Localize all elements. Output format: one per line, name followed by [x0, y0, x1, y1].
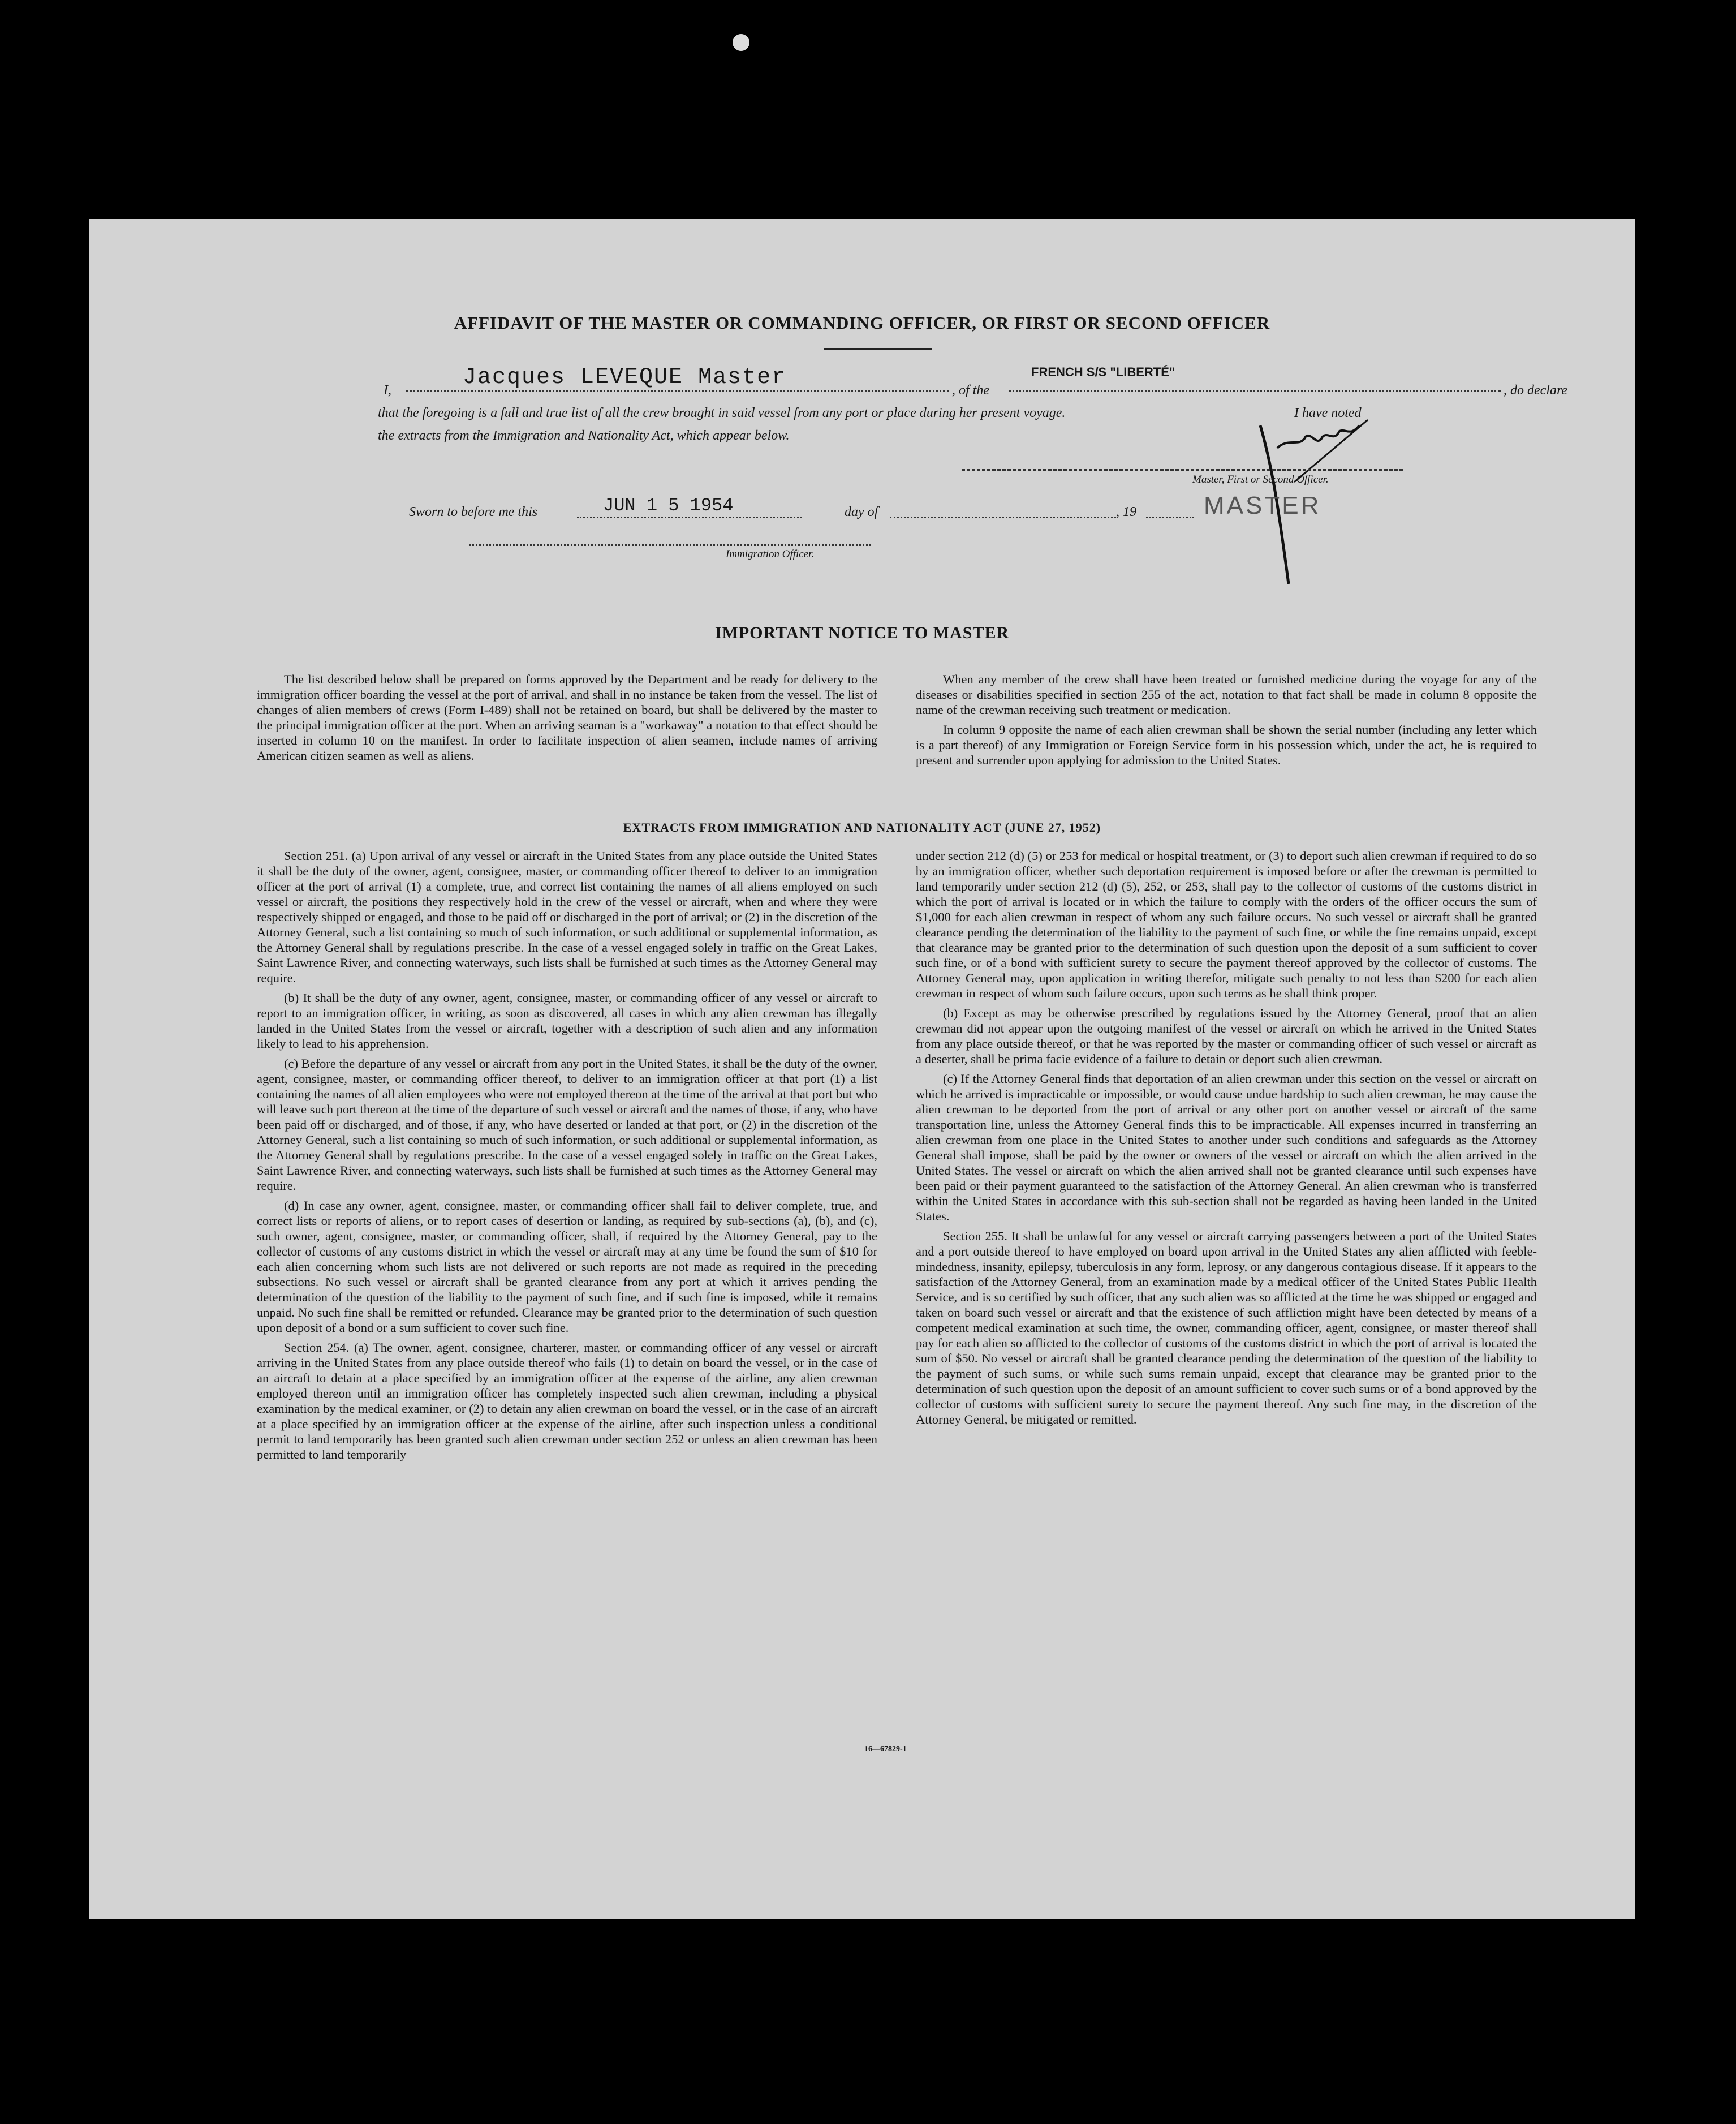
master-stamp: MASTER [1204, 492, 1321, 519]
extract-paragraph: Section 251. (a) Upon arrival of any vessel or aircraft in the United States from any place outside the United States it shall be the duty of the owner, agent, consignee, master, or commanding officer thereof to deliver to an immigration officer at the port of arrival (1) a complete, true, and correct list containing the names of all aliens employed on such vessel or aircraft, the positions they respectively hold in the crew of the vessel or aircraft, when and where they were respectively shipped or engaged, and those to be paid off or discharged in the port of arrival; or (2) in the discretion of the Attorney General, such a list containing so much of such information, or such additional or supplemental information, as the Attorney General shall by regulations prescribe. In the case of a vessel engaged solely in traffic on the Great Lakes, Saint Lawrence River, and connecting waterways, such lists shall be furnished at such times as the Attorney General may require. [257, 849, 877, 985]
do-declare-label: , do declare [1504, 383, 1568, 398]
officer-name: Jacques LEVEQUE Master [463, 365, 787, 390]
notice-right-column [916, 672, 1537, 772]
notice-paragraph: The list described below shall be prepared on forms approved by the Department and be ready for delivery to the immigration officer boarding the vessel at the port of arrival, and shall in no instance be taken from the vessel. The list of changes of alien members of crews (Form I-489) shall not be retained on board, but shall be delivered by the master to the principal immigration officer at the port. When an arriving seaman is a "workaway" a notation to that effect should be inserted in column 10 on the manifest. In order to facilitate inspection of alien seamen, include names of arriving American citizen seamen as well as aliens. [257, 672, 877, 763]
day-of-label: day of [845, 505, 878, 519]
extract-paragraph: (c) Before the departure of any vessel or aircraft from any port in the United States, it shall be the duty of the owner, agent, consignee, master, or commanding officer thereof, to deliver to an immigration officer at that port (1) a list containing the names of all alien employees who were not employed thereon at the time of the arrival at that port but who will leave such port thereon at the time of the departure of such vessel or aircraft and the names of those, if any, who have been paid off or discharged, and of those, if any, who have deserted or landed at that port, or (2) in the discretion of the Attorney General, such a list containing so much of such information, or such additional or supplemental information, as the Attorney General shall by regulations prescribe. In the case of a vessel engaged solely in traffic on the Great Lakes, Saint Lawrence River, and connecting waterways, such lists shall be furnished at such times as the Attorney General may require. [257, 1056, 877, 1193]
affidavit-title: AFFIDAVIT OF THE MASTER OR COMMANDING OFFICER, OR FIRST OR SECOND OFFICER [454, 313, 1270, 333]
declarant-prefix: I, [384, 383, 391, 398]
sworn-label: Sworn to before me this [409, 505, 538, 519]
year-line [1146, 500, 1194, 518]
signature-caption: Master, First or Second Officer. [1192, 474, 1329, 485]
extracts-heading: EXTRACTS FROM IMMIGRATION AND NATIONALITY ACT (JUNE 27, 1952) [623, 820, 1101, 835]
notice-left-column [257, 672, 877, 768]
declaration-text-2: the extracts from the Immigration and Nationality Act, which appear below. [378, 428, 790, 443]
extract-paragraph: (b) It shall be the duty of any owner, agent, consignee, master, or commanding officer of any vessel or aircraft to report to an immigration officer, in writing, as soon as discovered, all cases in which any alien crewman has illegally landed in the United States from the vessel or aircraft, together with a description of such alien and any information likely to lead to his apprehension. [257, 991, 877, 1051]
film-speck [733, 34, 749, 51]
affidavit-page [89, 219, 1635, 1919]
notice-heading: IMPORTANT NOTICE TO MASTER [714, 624, 1010, 642]
immigration-officer-caption: Immigration Officer. [726, 548, 815, 560]
of-the-label: , of the [952, 383, 989, 398]
year-label: , 19 [1116, 505, 1136, 519]
form-number: 16—67829-1 [864, 1745, 907, 1753]
signature-line [962, 468, 1403, 471]
declaration-text: that the foregoing is a full and true list of all the crew brought in said vessel from any port or place during her present voyage. [378, 406, 1066, 420]
title-divider [824, 348, 932, 350]
extract-paragraph: under section 212 (d) (5) or 253 for medical or hospital treatment, or (3) to deport such alien crewman if required to do so by an immigration officer, whether such deportation requirement is imposed before or after the crewman is permitted to land temporarily under section 212 (d) (5), 252, or 253, shall pay to the collector of customs of the customs district in which the port of arrival is located or in which the failure to comply with the orders of the officer occurs the sum of $1,000 for each alien crewman in respect of whom any such failure occurs. No such vessel or aircraft shall be granted clearance pending the determination of the liability to the payment of such fine, or while the fine remains unpaid, except that clearance may be granted prior to the determination of such question upon the deposit of a sum sufficient to cover such fine, or of a bond with sufficient surety to secure the payment thereof approved by the collector of customs. The Attorney General may, upon application in writing therefor, mitigate such penalty to not less than $200 for each alien crewman in respect of whom such failure occurs, upon such terms as he shall think proper. [916, 849, 1537, 1000]
extract-paragraph: (c) If the Attorney General finds that deportation of an alien crewman under this section on the vessel or aircraft on which he arrived is impracticable or impossible, or would cause undue hardship to such alien crewman, he may cause the alien crewman to be deported from the port of arrival or any other port on another vessel or aircraft of the same transportation line, unless the Attorney General finds this to be impracticable. All expenses incurred in transferring an alien crewman from one place in the United States to another under such conditions and safeguards as the Attorney General shall impose, shall be paid by the owner or owners of the vessel or aircraft on which the alien arrived in the United States. The vessel or aircraft on which the alien arrived shall not be granted clearance until such expenses have been paid or their payment guaranteed to the satisfaction of the Attorney General. An alien crewman who is transferred within the United States in accordance with this sub-section shall not be regarded as having been landed in the United States. [916, 1072, 1537, 1223]
extracts-right-column [916, 848, 1537, 1431]
declaration-text-end: I have noted [1294, 406, 1362, 420]
sworn-date: JUN 1 5 1954 [603, 495, 734, 516]
extract-paragraph: Section 254. (a) The owner, agent, consignee, charterer, master, or commanding officer of any vessel or aircraft arriving in the United States from any place outside thereof who fails (1) to detain on board the vessel, or in the case of an aircraft to detain at a place specified by an immigration officer at the expense of the airline, any alien crewman employed thereon until an immigration officer has completely inspected such alien crewman, including a physical examination by the medical examiner, or (2) to detain any alien crewman on board the vessel, or in the case of an aircraft at a place specified by an immigration officer at the expense of the airline, after such inspection unless a conditional permit to land temporarily has been granted such alien crewman under section 252 or unless an alien crewman has been permitted to land temporarily [257, 1340, 877, 1461]
notice-paragraph: In column 9 opposite the name of each alien crewman shall be shown the serial number (including any letter which is a part thereof) of any Immigration or Foreign Service form in his possession which, under the act, he is required to present and surrender upon applying for admission to the United States. [916, 723, 1537, 767]
extract-paragraph: (d) In case any owner, agent, consignee, master, or commanding officer shall fail to deliver complete, true, and correct lists or reports of aliens, or to report cases of desertion or landing, as required by sub-sections (a), (b), and (c), such owner, agent, consignee, master, or commanding officer, shall, if required by the Attorney General, pay to the collector of customs of any customs district in which the vessel or aircraft may at any time be found the sum of $10 for each alien concerning whom such lists are not delivered or such reports are not made as required in the preceding subsections. No such vessel or aircraft shall be granted clearance from any port at which it arrives pending the determination of the question of the liability to the payment of such fine, and if such fine is imposed, while it remains unpaid. No such fine shall be remitted or refunded. Clearance may be granted prior to the determination of such question upon deposit of a bond or a sum sufficient to cover such fine. [257, 1198, 877, 1335]
month-line [890, 500, 1116, 518]
immigration-officer-line [469, 533, 871, 546]
notice-paragraph: When any member of the crew shall have been treated or furnished medicine during the voyage for any of the diseases or disabilities specified in section 255 of the act, notation to that fact shall be made in column 8 opposite the name of the crewman receiving such treatment or medication. [916, 672, 1537, 717]
extracts-left-column [257, 848, 877, 1467]
extract-paragraph: (b) Except as may be otherwise prescribed by regulations issued by the Attorney General, proof that an alien crewman did not appear upon the outgoing manifest of the vessel or aircraft on which he arrived in the United States from any place outside thereof, or that he was reported by the master or commanding officer of such vessel or aircraft as a deserter, shall be prima facie evidence of a failure to detain or deport such alien crewman. [916, 1006, 1537, 1066]
extract-paragraph: Section 255. It shall be unlawful for any vessel or aircraft carrying passengers between a port of the United States and a port outside thereof to have employed on board upon arrival in the United States any alien afflicted with feeble-mindedness, insanity, epilepsy, tuberculosis in any form, leprosy, or any dangerous contagious disease. If it appears to the satisfaction of the Attorney General, from an examination made by a medical officer of the United States Public Health Service, and is so certified by such officer, that any such alien was so afflicted at the time he was shipped or engaged and taken on board such vessel or aircraft and that the existence of such affliction might have been detected by means of a competent medical examination at such time, the owner, commanding officer, agent, consignee, or master thereof shall pay for each alien so afflicted to the collector of customs of the customs district in which the port of arrival is located the sum of $50. No vessel or aircraft shall be granted clearance pending the determination of the question of the liability to the payment of such sums, or while such sums remain unpaid, except that clearance may be granted prior to the determination of such question upon the deposit of an amount sufficient to cover such sums or of a bond approved by the collector of customs with sufficient surety to secure the payment thereof. Any such fine may, in the discretion of the Attorney General, be mitigated or remitted. [916, 1229, 1537, 1426]
vessel-name: FRENCH S/S "LIBERTÉ" [1031, 365, 1175, 379]
